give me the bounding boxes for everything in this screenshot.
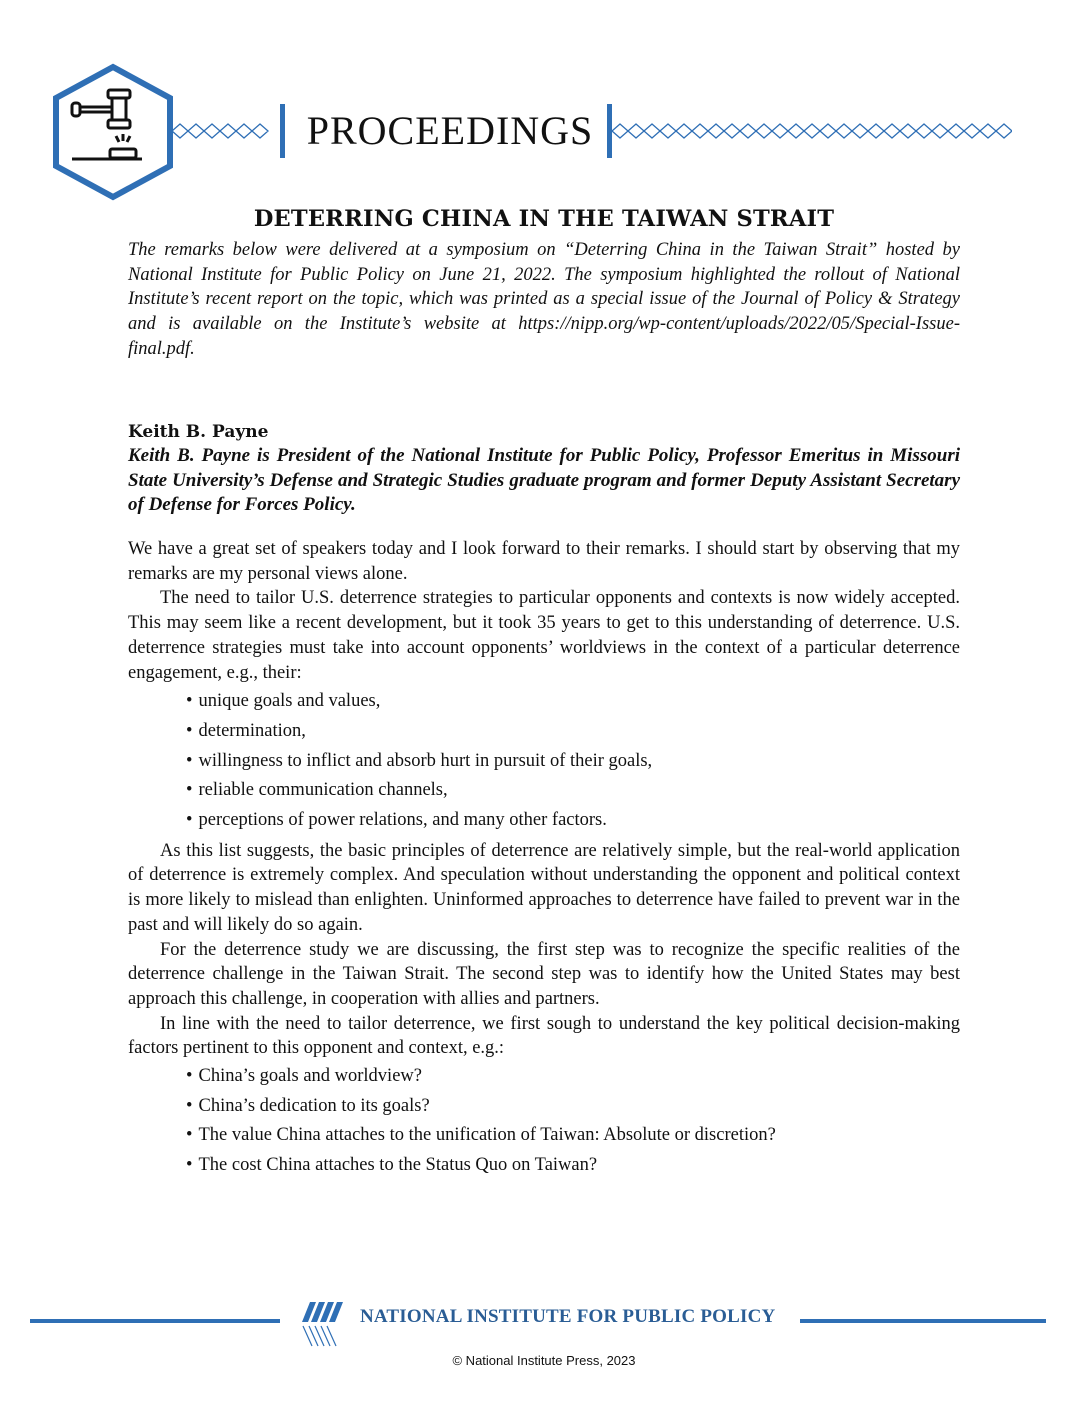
paragraph-4: For the deterrence study we are discussing, the first step was to recognize the specific realities of the deterrence challenge in the Taiwan Strait. The second step was to identify how the United States may best approach this challenge, in cooperation with allies and partners.	[128, 939, 960, 1009]
remarks-body	[128, 537, 960, 1181]
footer-copyright: © National Institute Press, 2023	[452, 1353, 636, 1368]
gavel-logo-icon	[50, 62, 176, 202]
header-divider-left	[280, 104, 285, 158]
speaker-bio: Keith B. Payne is President of the National Institute for Public Policy, Professor Emeritus in Missouri State University’s Defense and Strategic Studies graduate program and former Deputy Assistant Secretary of Defense for Forces Policy.	[128, 445, 960, 516]
paragraph-3: As this list suggests, the basic principles of deterrence are relatively simple, but the real-world application of deterrence is extremely complex. And speculation without understanding the opponent and political context is more likely to mislead than enlighten. Uninformed approaches to deterrence have failed to prevent war in the past and will likely do so again.	[128, 840, 960, 935]
list-item: • determination,	[186, 717, 960, 747]
list-item: • reliable communication channels,	[186, 776, 960, 806]
footer-rule-right	[800, 1319, 1046, 1323]
intro-paragraph	[128, 238, 960, 362]
intro-text: The remarks below were delivered at a symposium on “Deterring China in the Taiwan Strait” hosted by National Institute for Public Policy on June 21, 2022. The symposium highlighted the rollout of National Institute’s recent report on the topic, which was printed as a special issue of the Journal of Policy & Strategy and is available on the Institute’s website at https://nipp.org/wp-content/uploads/2022/05/Special-Issue-final.pdf.	[128, 240, 960, 359]
list-item: • China’s dedication to its goals?	[186, 1092, 960, 1122]
list-item: • unique goals and values,	[186, 687, 960, 717]
diamond-chain-right-decoration	[612, 123, 1012, 139]
factors-list	[128, 687, 960, 836]
header-title: PROCEEDINGS	[306, 108, 594, 153]
paragraph-5: In line with the need to tailor deterrence, we first sough to understand the key political decision-making factors pertinent to this opponent and context, e.g.:	[128, 1013, 960, 1059]
document-title: DETERRING CHINA IN THE TAIWAN STRAIT	[253, 206, 835, 232]
paragraph-1: We have a great set of speakers today and I look forward to their remarks. I should start by observing that my remarks are my personal views alone.	[128, 539, 960, 584]
questions-list	[128, 1062, 960, 1181]
nipp-logo-icon	[300, 1300, 348, 1350]
paragraph-2: The need to tailor U.S. deterrence strategies to particular opponents and contexts is now widely accepted. This may seem like a recent development, but it took 35 years to get to this understanding of deterrence. U.S. deterrence strategies must take into account opponents’ worldviews in the context of a particular deterrence engagement, e.g., their:	[128, 588, 960, 683]
list-item: • The cost China attaches to the Status Quo on Taiwan?	[186, 1151, 960, 1181]
list-item: • willingness to inflict and absorb hurt in pursuit of their goals,	[186, 747, 960, 777]
footer-organization: NATIONAL INSTITUTE FOR PUBLIC POLICY	[360, 1306, 776, 1327]
footer-rule-left	[30, 1319, 280, 1323]
list-item: • perceptions of power relations, and many other factors.	[186, 806, 960, 836]
speaker-name: Keith B. Payne	[128, 422, 269, 442]
diamond-chain-left-decoration	[172, 123, 274, 139]
list-item: • The value China attaches to the unification of Taiwan: Absolute or discretion?	[186, 1121, 960, 1151]
list-item: • China’s goals and worldview?	[186, 1062, 960, 1092]
